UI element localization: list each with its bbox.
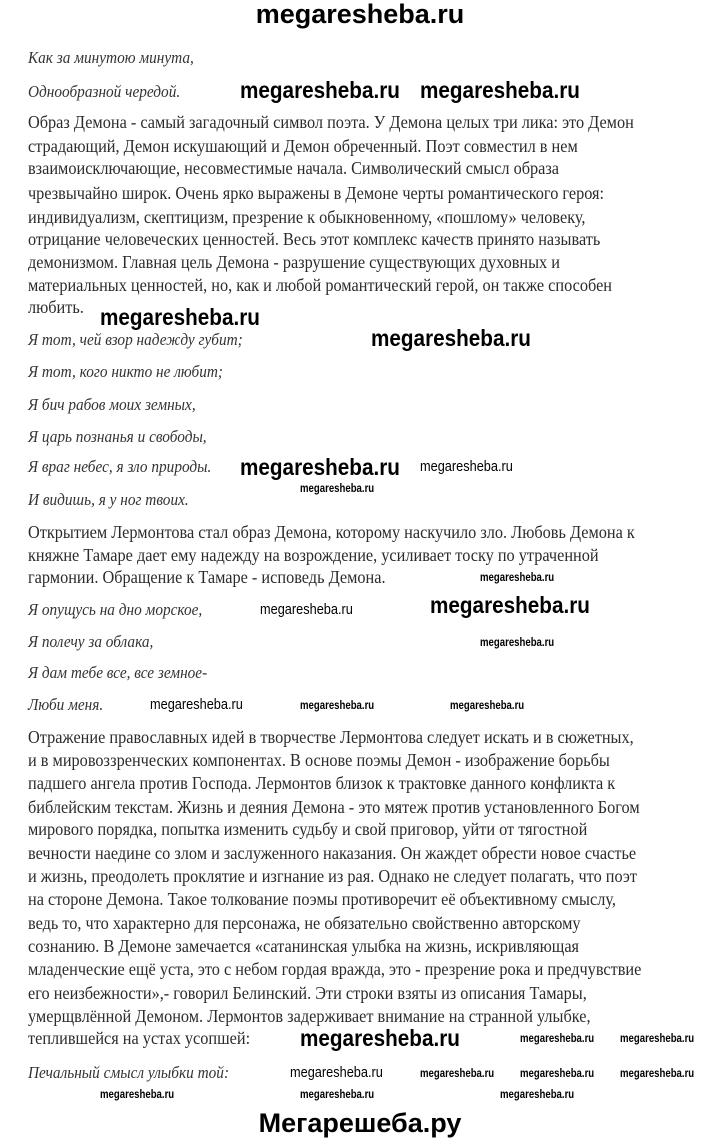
paragraph-line: младенческие ещё уста, это с небом гордая вражда, это - презрение рока и предчувствие <box>28 959 642 979</box>
watermark: megaresheba.ru <box>240 77 400 103</box>
paragraph-line: сознанию. В Демоне замечается «сатанинская улыбка на жизнь, искривляющая <box>28 936 580 956</box>
poem-line: Я тот, кого никто не любит; <box>28 362 224 381</box>
watermark: megaresheba.ru <box>420 458 513 475</box>
watermark: megaresheba.ru <box>300 697 375 712</box>
poem-line: Я опущусь на дно морское, <box>28 600 203 619</box>
site-header-title[interactable]: megaresheba.ru <box>255 0 465 29</box>
watermark: megaresheba.ru <box>450 697 525 712</box>
paragraph-line: материальных ценностей, но, как и любой романтический герой, он также способен <box>28 275 613 295</box>
paragraph-line: Открытием Лермонтова стал образ Демона, которому наскучило зло. Любовь Демона к <box>28 522 635 542</box>
poem-line: Я враг небес, я зло природы. <box>28 457 212 476</box>
watermark: megaresheba.ru <box>480 569 555 584</box>
poem-line: Как за минутою минута, <box>28 48 194 67</box>
paragraph-line: страдающий, Демон искушающий и Демон обреченный. Поэт совместил в нем <box>28 136 578 156</box>
watermark: megaresheba.ru <box>100 304 260 330</box>
watermark: megaresheba.ru <box>500 1086 575 1101</box>
watermark: megaresheba.ru <box>300 480 375 495</box>
paragraph-line: демонизмом. Главная цель Демона - разрушение существующих духовных и <box>28 252 560 272</box>
paragraph-line: и в мировоззренческих компонентах. В основе поэмы Демон - изображение борьбы <box>28 750 610 770</box>
paragraph-line: любить. <box>28 297 84 317</box>
paragraph-line: мирового порядка, попытка изменить судьбу и свой приговор, уйти от тягостной <box>28 819 588 839</box>
watermark: megaresheba.ru <box>300 1086 375 1101</box>
paragraph-line: отрицание человеческих ценностей. Весь этот комплекс качеств принято называть <box>28 229 601 249</box>
watermark: megaresheba.ru <box>520 1065 595 1080</box>
paragraph-line: гармонии. Обращение к Тамаре - исповедь Демона. <box>28 567 386 587</box>
paragraph-line: индивидуализм, скептицизм, презрение к обыкновенному, «пошлому» человеку, <box>28 207 586 227</box>
paragraph-line: ведь то, что характерно для персонажа, не обязательно свойственно авторскому <box>28 913 581 933</box>
paragraph-line: Образ Демона - самый загадочный символ поэта. У Демона целых три лика: это Демон <box>28 112 634 132</box>
paragraph-line: вечности наедине со злом и заслуженного наказания. Он жаждет обрести новое счастье <box>28 843 637 863</box>
paragraph-line: теплившейся на устах усопшей: <box>28 1028 251 1048</box>
watermark: megaresheba.ru <box>520 1030 595 1045</box>
paragraph-line: взаимоисключающие, несовместимые начала. Символический смысл образа <box>28 158 560 178</box>
watermark: megaresheba.ru <box>260 601 353 618</box>
site-footer-title[interactable]: Мегарешеба.ру <box>258 1108 462 1138</box>
watermark: megaresheba.ru <box>420 77 580 103</box>
watermark: megaresheba.ru <box>430 592 590 618</box>
watermark: megaresheba.ru <box>290 1064 383 1081</box>
poem-line: Однообразной чередой. <box>28 82 181 101</box>
poem-line: И видишь, я у ног твоих. <box>28 490 189 509</box>
paragraph-line: Отражение православных идей в творчестве Лермонтова следует искать и в сюжетных, <box>28 727 634 747</box>
paragraph-line: падшего ангела против Господа. Лермонтов близок к трактовке данного конфликта к <box>28 773 616 793</box>
paragraph-line: его неизбежности»,- говорил Белинский. Эти строки взяты из описания Тамары, <box>28 983 587 1003</box>
watermark: megaresheba.ru <box>620 1065 695 1080</box>
watermark: megaresheba.ru <box>371 325 531 351</box>
watermark: megaresheba.ru <box>620 1030 695 1045</box>
watermark: megaresheba.ru <box>240 454 400 480</box>
paragraph-line: на стороне Демона. Такое толкование поэмы противоречит её объективному смыслу, <box>28 889 616 909</box>
poem-line: Печальный смысл улыбки той: <box>28 1063 230 1082</box>
watermark: megaresheba.ru <box>150 696 243 713</box>
poem-line: Я полечу за облака, <box>28 632 154 651</box>
poem-line: Я царь познанья и свободы, <box>28 427 207 446</box>
watermark: megaresheba.ru <box>100 1086 175 1101</box>
poem-line: Я тот, чей взор надежду губит; <box>28 330 243 349</box>
watermark: megaresheba.ru <box>480 634 555 649</box>
watermark: megaresheba.ru <box>420 1065 495 1080</box>
paragraph-line: умерщвлённой Демоном. Лермонтов задерживает внимание на странной улыбке, <box>28 1006 591 1026</box>
paragraph-line: чрезвычайно широк. Очень ярко выражены в Демоне черты романтического героя: <box>28 183 605 203</box>
poem-line: Я бич рабов моих земных, <box>28 395 196 414</box>
paragraph-line: княжне Тамаре дает ему надежду на возрождение, усиливает тоску по утраченной <box>28 545 599 565</box>
paragraph-line: и жизнь, преодолеть проклятие и изгнание из рая. Однако не следует полагать, что поэт <box>28 866 637 886</box>
paragraph-line: библейским текстам. Жизнь и деяния Демона - это мятеж против установленного Богом <box>28 797 640 817</box>
watermark: megaresheba.ru <box>300 1025 460 1051</box>
poem-line: Я дам тебе все, все земное- <box>28 663 208 682</box>
poem-line: Люби меня. <box>28 695 104 714</box>
